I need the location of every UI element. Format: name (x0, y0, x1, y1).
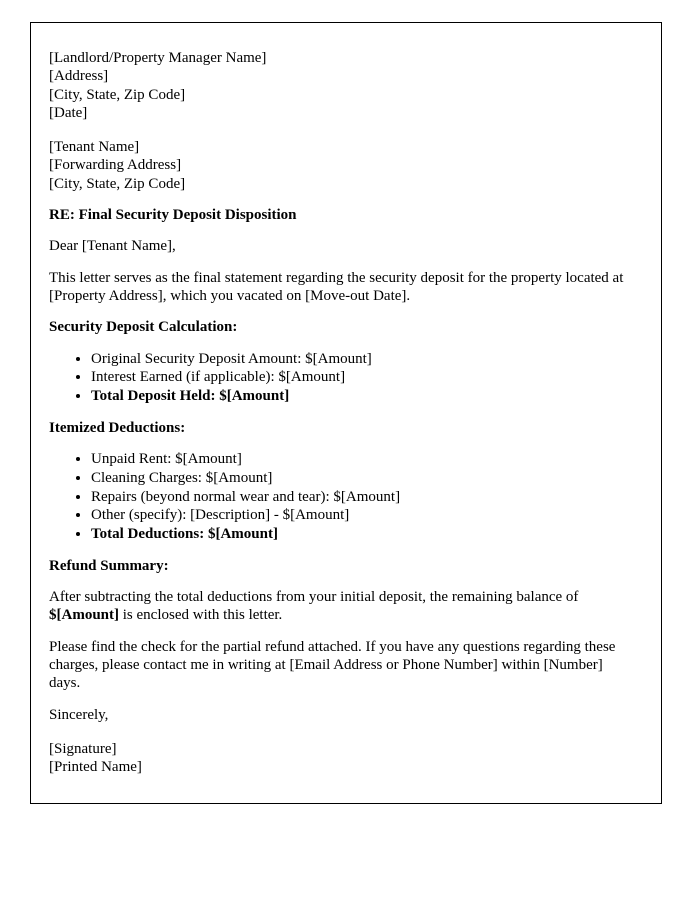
refund-text-before: After subtracting the total deductions from your initial deposit, the remaining balance of (49, 589, 579, 606)
refund-paragraph (49, 588, 635, 625)
subject-line: RE: Final Security Deposit Disposition (49, 207, 297, 224)
block-spacer (49, 193, 635, 206)
list-item: • Total Deposit Held: $[Amount] (91, 387, 635, 406)
list-item: • Interest Earned (if applicable): $[Amount] (91, 368, 635, 387)
refund-amount: $[Amount] (49, 607, 119, 624)
list-item: • Cleaning Charges: $[Amount] (91, 469, 635, 488)
contact-paragraph: Please find the check for the partial refund attached. If you have any questions regarding these charges, please contact me in writing at [Email Address or Phone Number] within [Number] days. (49, 638, 616, 692)
letter-sheet (30, 22, 662, 804)
list-item: • Total Deductions: $[Amount] (91, 525, 635, 544)
block-spacer (49, 305, 635, 318)
list-item: • Other (specify): [Description] - $[Amount] (91, 506, 635, 525)
list-item: • Original Security Deposit Amount: $[Amount] (91, 350, 635, 369)
deductions-list (49, 450, 635, 544)
calculation-heading: Security Deposit Calculation: (49, 319, 238, 336)
recipient-address-block (49, 138, 635, 193)
block-spacer (49, 724, 635, 740)
block-spacer (49, 625, 635, 638)
printed-name-line: [Printed Name] (49, 759, 142, 776)
block-spacer (49, 256, 635, 269)
signature-line: [Signature] (49, 740, 117, 757)
block-spacer (49, 406, 635, 419)
block-spacer (49, 337, 635, 350)
salutation: Dear [Tenant Name], (49, 238, 176, 255)
sender-address-block (49, 49, 635, 122)
recipient-address-line: [Tenant Name] (49, 139, 140, 156)
letter-content (31, 23, 661, 787)
block-spacer (49, 122, 635, 138)
deductions-heading: Itemized Deductions: (49, 419, 186, 436)
sender-address-line: [Date] (49, 104, 88, 121)
calculation-list (49, 350, 635, 406)
intro-paragraph: This letter serves as the final statement regarding the security deposit for the property located at [Property Address], which you vacated on [Move-out Date]. (49, 269, 624, 304)
block-spacer (49, 575, 635, 588)
closing: Sincerely, (49, 706, 109, 723)
refund-heading: Refund Summary: (49, 557, 169, 574)
recipient-address-line: [Forwarding Address] (49, 157, 182, 174)
block-spacer (49, 693, 635, 706)
recipient-address-line: [City, State, Zip Code] (49, 175, 186, 192)
sender-address-line: [City, State, Zip Code] (49, 86, 186, 103)
block-spacer (49, 544, 635, 557)
refund-text-after: is enclosed with this letter. (119, 607, 283, 624)
sender-address-line: [Landlord/Property Manager Name] (49, 50, 267, 66)
sender-address-line: [Address] (49, 68, 109, 85)
block-spacer (49, 224, 635, 237)
block-spacer (49, 437, 635, 450)
list-item: • Repairs (beyond normal wear and tear): $[Amount] (91, 488, 635, 507)
signature-block (49, 740, 635, 777)
list-item: • Unpaid Rent: $[Amount] (91, 450, 635, 469)
